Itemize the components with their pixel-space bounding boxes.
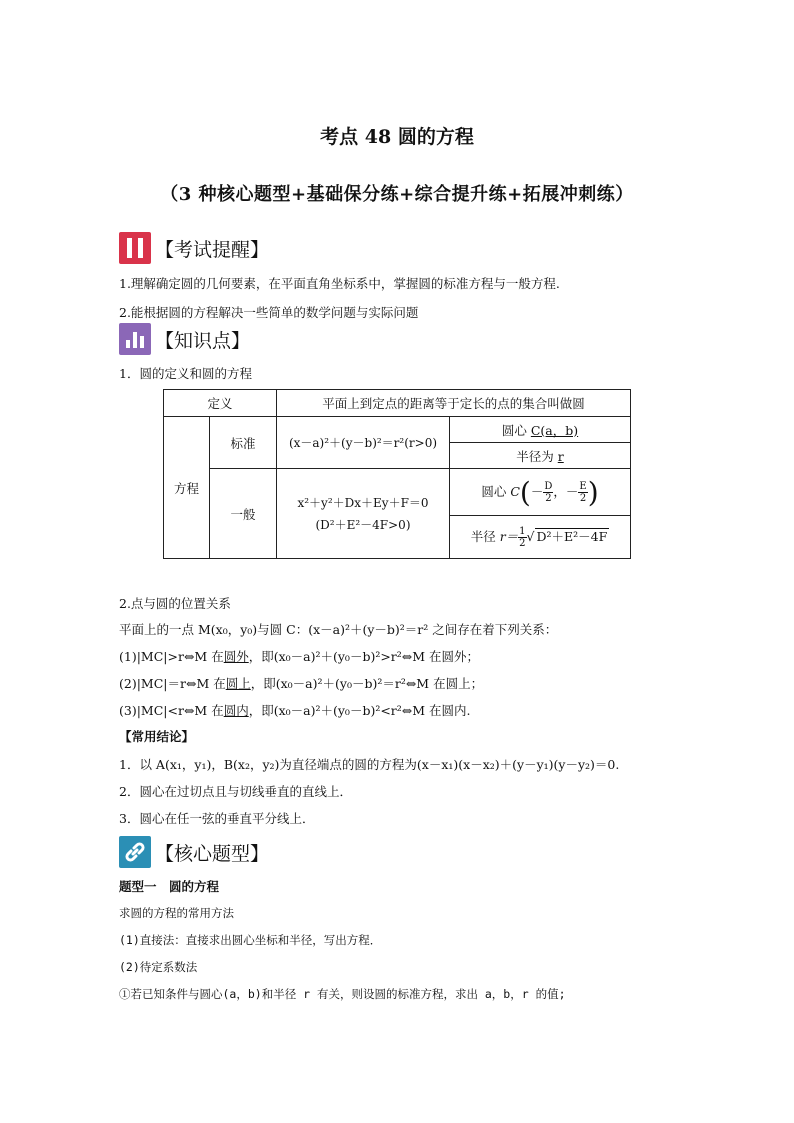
link-icon [119, 836, 151, 868]
core-line-1: 求圆的方程的常用方法 [119, 906, 234, 920]
point2-item-2: (2)|MC|＝r⇔M 在圆上，即(x₀－a)²＋(y₀－b)²＝r²⇔M 在圆上； [119, 676, 484, 691]
std-label: 标准 [210, 417, 277, 469]
pause-icon [119, 232, 151, 264]
point2-item-1: (1)|MC|>r⇔M 在圆外，即(x₀－a)²＋(y₀－b)²>r²⇔M 在圆外； [119, 649, 480, 664]
exam-tips-heading [119, 232, 269, 264]
def-text: 平面上到定点的距离等于定长的点的集合叫做圆 [277, 390, 631, 417]
page-title: 考点 48 圆的方程 [320, 126, 474, 148]
core-line-4: ①若已知条件与圆心(a，b)和半径 r 有关，则设圆的标准方程，求出 a，b，r 的值; [119, 987, 566, 1001]
gen-label: 一般 [210, 469, 277, 559]
point2-intro: 平面上的一点 M(x₀，y₀)与圆 C：(x－a)²＋(y－b)²＝r² 之间存在着下列关系： [119, 622, 558, 637]
knowledge-heading [119, 323, 250, 355]
exam-tip-2: 2.能根据圆的方程解决一些简单的数学问题与实际问题 [119, 305, 419, 320]
bar-chart-icon [119, 323, 151, 355]
exam-tips-label: 【考试提醒】 [155, 238, 270, 261]
point1-title: 1．圆的定义和圆的方程 [119, 366, 252, 381]
def-label: 定义 [164, 390, 277, 417]
std-equation: (x－a)²＋(y－b)²＝r²(r>0) [277, 417, 450, 469]
exam-tip-1: 1.理解确定圆的几何要素，在平面直角坐标系中，掌握圆的标准方程与一般方程. [119, 276, 560, 291]
core-line-2: (1)直接法：直接求出圆心坐标和半径，写出方程． [119, 933, 382, 947]
conclusion-title: 【常用结论】 [119, 729, 195, 744]
gen-center: 圆心 C(－ $\frac{D}{2}$ ，－ $\frac{E}{2}$ ) [450, 469, 631, 516]
std-center: 圆心 C(a，b) [450, 417, 631, 443]
core-label: 【核心题型】 [155, 842, 270, 865]
std-radius: 半径为 r [450, 443, 631, 469]
gen-equation: x²＋y²＋Dx＋Ey＋F＝0 (D²＋E²－4F>0) [277, 469, 450, 559]
type1-title: 题型一 圆的方程 [119, 879, 220, 894]
conclusion-2: 2．圆心在过切点且与切线垂直的直线上． [119, 784, 352, 799]
core-heading [119, 836, 269, 868]
point2-title: 2.点与圆的位置关系 [119, 596, 231, 611]
conclusion-1: 1．以 A(x₁，y₁)，B(x₂，y₂)为直径端点的圆的方程为(x－x₁)(x－x₂)＋(y－y₁)(y－y₂)＝0. [119, 757, 620, 772]
point2-item-3: (3)|MC|<r⇔M 在圆内，即(x₀－a)²＋(y₀－b)²<r²⇔M 在圆内. [119, 703, 471, 718]
gen-radius: 半径 r＝ $\frac{1}{2}$ √ D²＋E²－4F [450, 516, 631, 559]
knowledge-label: 【知识点】 [155, 329, 251, 352]
circle-definition-table [163, 389, 631, 559]
core-line-3: (2)待定系数法 [119, 960, 198, 974]
conclusion-3: 3．圆心在任一弦的垂直平分线上． [119, 811, 315, 826]
eq-label: 方程 [164, 417, 210, 559]
page-subtitle: （3 种核心题型+基础保分练+综合提升练+拓展冲刺练） [160, 184, 634, 205]
